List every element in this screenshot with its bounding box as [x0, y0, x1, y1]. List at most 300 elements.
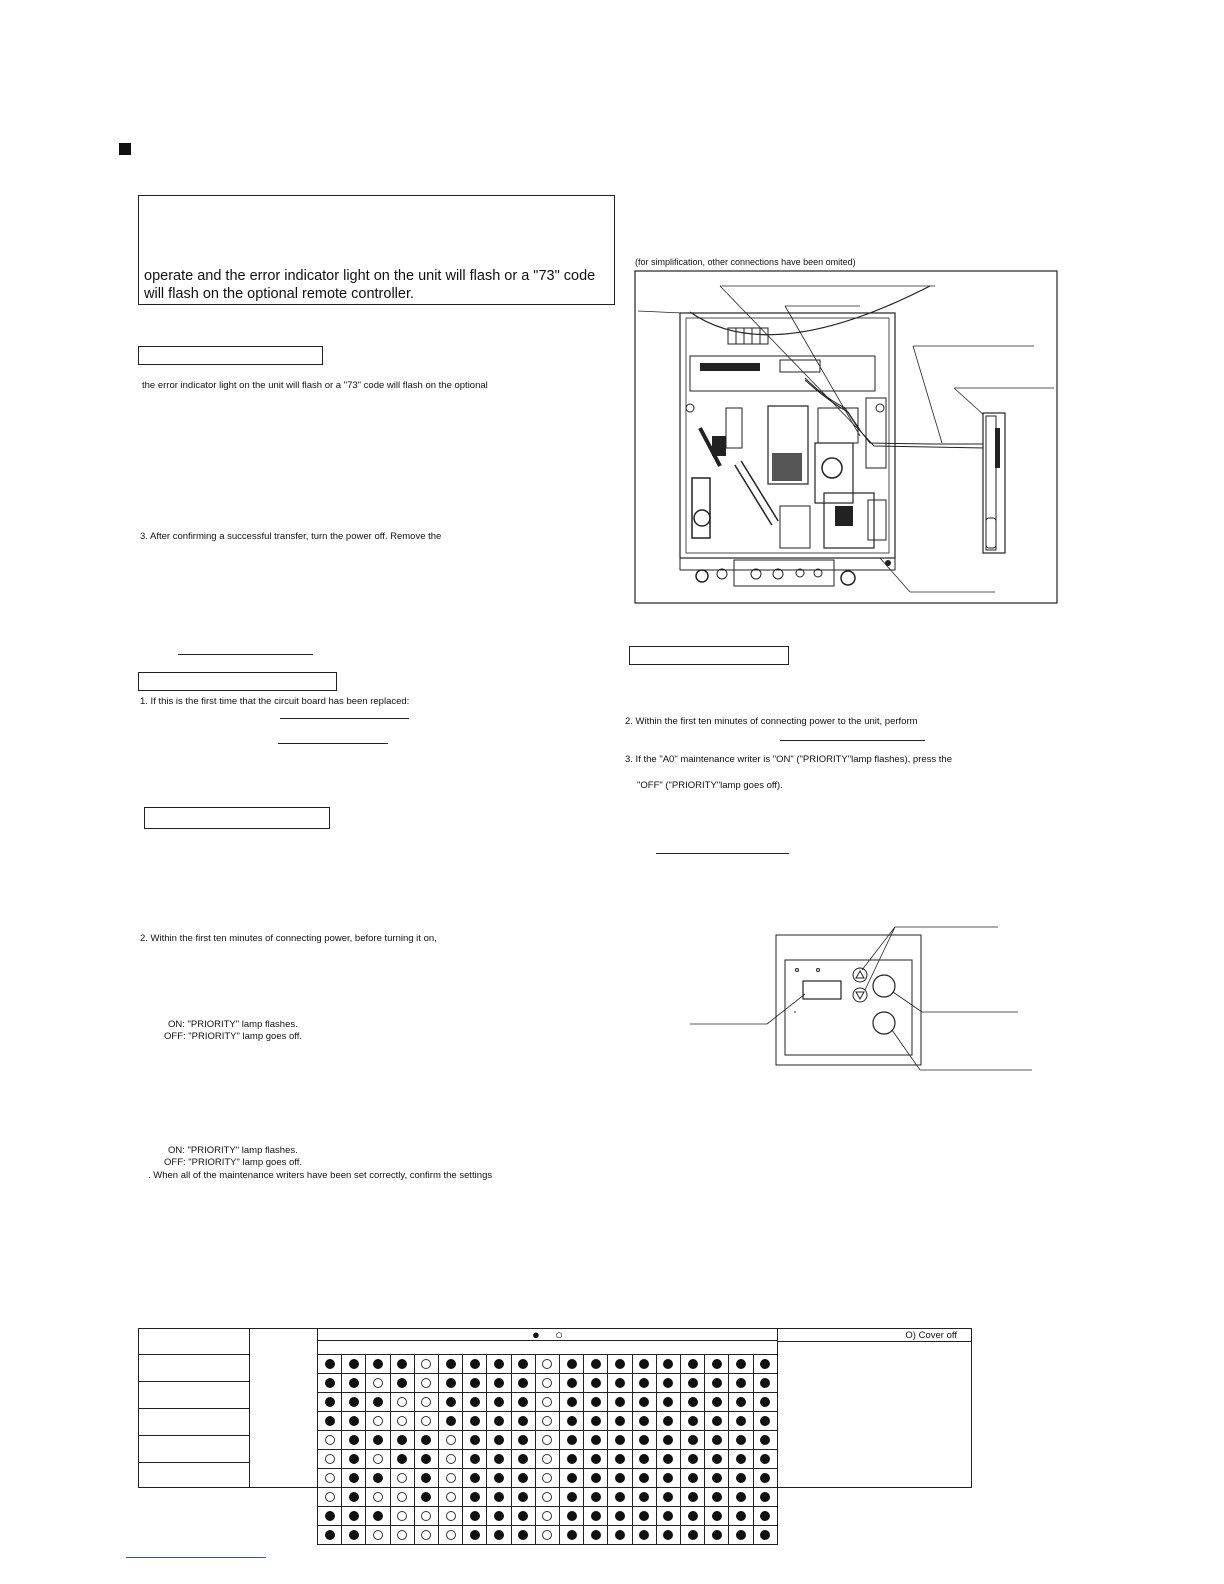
dot-cell — [318, 1488, 342, 1507]
table-model-column — [249, 1328, 318, 1488]
dot-cell — [681, 1393, 705, 1412]
dot-cell — [414, 1355, 438, 1374]
dot-on — [688, 1454, 698, 1464]
dot-cell — [463, 1450, 487, 1469]
dot-cell — [753, 1507, 777, 1526]
dot-on — [591, 1454, 601, 1464]
dot-on — [712, 1454, 722, 1464]
dot-cell — [729, 1374, 753, 1393]
dot-on — [591, 1397, 601, 1407]
dot-cell — [511, 1412, 535, 1431]
dot-off — [542, 1435, 552, 1445]
dot-on — [591, 1511, 601, 1521]
dot-cell — [753, 1450, 777, 1469]
dot-on — [373, 1359, 383, 1369]
dot-cell — [535, 1469, 559, 1488]
dot-on — [349, 1435, 359, 1445]
dot-on — [760, 1454, 770, 1464]
dot-on — [325, 1416, 335, 1426]
dot-off — [542, 1416, 552, 1426]
dot-cell — [632, 1488, 656, 1507]
dot-cell — [463, 1507, 487, 1526]
dot-cell — [560, 1526, 584, 1545]
dot-cell — [366, 1526, 390, 1545]
dot-cell — [342, 1469, 366, 1488]
dot-on — [567, 1416, 577, 1426]
dot-cell — [608, 1526, 632, 1545]
underline-right-1 — [780, 740, 925, 741]
dot-cell — [681, 1431, 705, 1450]
dot-on — [615, 1435, 625, 1445]
table-row — [318, 1526, 778, 1545]
dot-cell — [729, 1393, 753, 1412]
dot-cell — [656, 1431, 680, 1450]
dot-on — [518, 1492, 528, 1502]
dot-on — [736, 1473, 746, 1483]
dot-cell — [753, 1526, 777, 1545]
dot-cell — [318, 1469, 342, 1488]
dot-off — [542, 1530, 552, 1540]
dot-cell — [753, 1355, 777, 1374]
dot-on — [518, 1511, 528, 1521]
dot-cell — [487, 1393, 511, 1412]
dot-off — [421, 1511, 431, 1521]
dot-cell — [318, 1393, 342, 1412]
dot-cell — [608, 1393, 632, 1412]
dot-on — [615, 1492, 625, 1502]
dot-cell — [535, 1488, 559, 1507]
heading-box-2 — [138, 672, 337, 691]
dot-off — [446, 1454, 456, 1464]
legend-off-symbol: ○ — [555, 1327, 563, 1342]
dot-cell — [439, 1450, 463, 1469]
dot-on — [663, 1378, 673, 1388]
text-within-power: 2. Within the first ten minutes of connecting power, before turning it on, — [140, 933, 437, 944]
table-row — [318, 1450, 778, 1469]
dot-on — [712, 1378, 722, 1388]
dot-on — [325, 1397, 335, 1407]
dot-on — [421, 1473, 431, 1483]
dot-cell — [463, 1412, 487, 1431]
dot-on — [688, 1397, 698, 1407]
dot-on — [567, 1359, 577, 1369]
on-flash-2: ON: "PRIORITY" lamp flashes. — [168, 1145, 298, 1156]
dot-cell — [681, 1412, 705, 1431]
dot-on — [349, 1530, 359, 1540]
dot-on — [567, 1435, 577, 1445]
dot-cell — [318, 1412, 342, 1431]
dot-cell — [414, 1450, 438, 1469]
dot-on — [518, 1454, 528, 1464]
dot-on — [373, 1435, 383, 1445]
dot-cell — [390, 1526, 414, 1545]
dot-cell — [656, 1374, 680, 1393]
dot-cell — [318, 1507, 342, 1526]
dot-cell — [608, 1374, 632, 1393]
dot-on — [470, 1530, 480, 1540]
dot-cell — [511, 1526, 535, 1545]
dot-cell — [366, 1450, 390, 1469]
control-panel-figure — [685, 920, 1040, 1075]
dot-on — [591, 1378, 601, 1388]
dot-cell — [560, 1488, 584, 1507]
dot-on — [712, 1359, 722, 1369]
dot-cell — [390, 1469, 414, 1488]
dot-on — [736, 1378, 746, 1388]
dot-cell — [608, 1507, 632, 1526]
dot-cell — [511, 1355, 535, 1374]
dot-cell — [414, 1431, 438, 1450]
dot-on — [591, 1492, 601, 1502]
dot-cell — [390, 1507, 414, 1526]
dot-off — [397, 1530, 407, 1540]
dot-cell — [729, 1355, 753, 1374]
dot-cell — [535, 1450, 559, 1469]
dot-cell — [584, 1355, 608, 1374]
cover-off-header: O) Cover off — [905, 1330, 957, 1341]
dot-cell — [608, 1488, 632, 1507]
dot-cell — [560, 1431, 584, 1450]
dot-on — [470, 1435, 480, 1445]
dot-cell — [463, 1374, 487, 1393]
dot-on — [760, 1416, 770, 1426]
dot-on — [567, 1492, 577, 1502]
dot-cell — [535, 1393, 559, 1412]
dot-off — [397, 1473, 407, 1483]
dot-cell — [414, 1393, 438, 1412]
dot-on — [615, 1416, 625, 1426]
dot-on — [760, 1397, 770, 1407]
dot-on — [639, 1473, 649, 1483]
dot-on — [688, 1492, 698, 1502]
table-row — [318, 1507, 778, 1526]
text-a0-writer: 3. If the "A0" maintenance writer is "ON" ("PRIORITY"lamp flashes), press the — [625, 754, 952, 765]
dot-cell — [342, 1450, 366, 1469]
dot-off — [421, 1416, 431, 1426]
dot-cell — [487, 1507, 511, 1526]
dot-cell — [366, 1488, 390, 1507]
dot-cell — [560, 1469, 584, 1488]
dot-cell — [560, 1507, 584, 1526]
dot-cell — [584, 1507, 608, 1526]
dot-on — [494, 1530, 504, 1540]
dot-on — [567, 1473, 577, 1483]
dot-on — [736, 1511, 746, 1521]
dot-on — [397, 1454, 407, 1464]
dot-on — [349, 1454, 359, 1464]
underline-3 — [278, 743, 388, 744]
dot-on — [518, 1530, 528, 1540]
dot-on — [470, 1492, 480, 1502]
table-row — [318, 1488, 778, 1507]
dot-off — [446, 1435, 456, 1445]
dot-off — [542, 1473, 552, 1483]
dot-cell — [705, 1431, 729, 1450]
dot-on — [663, 1397, 673, 1407]
dot-on — [736, 1530, 746, 1540]
dot-cell — [342, 1412, 366, 1431]
dot-cell — [439, 1431, 463, 1450]
dot-cell — [705, 1355, 729, 1374]
dot-cell — [656, 1412, 680, 1431]
dot-on — [615, 1378, 625, 1388]
dot-on — [518, 1416, 528, 1426]
dot-on — [518, 1378, 528, 1388]
dot-on — [736, 1397, 746, 1407]
dot-cell — [439, 1526, 463, 1545]
dot-cell — [632, 1507, 656, 1526]
dot-cell — [487, 1374, 511, 1393]
dot-on — [736, 1416, 746, 1426]
dot-on — [421, 1492, 431, 1502]
dot-cell — [535, 1374, 559, 1393]
dot-cell — [463, 1355, 487, 1374]
dot-on — [688, 1435, 698, 1445]
dot-cell — [632, 1431, 656, 1450]
dot-on — [567, 1530, 577, 1540]
dot-on — [591, 1473, 601, 1483]
dot-on — [663, 1492, 673, 1502]
dot-on — [591, 1530, 601, 1540]
dot-cell — [390, 1393, 414, 1412]
dot-cell — [753, 1488, 777, 1507]
dot-cell — [463, 1431, 487, 1450]
dot-cell — [705, 1393, 729, 1412]
dot-cell — [656, 1507, 680, 1526]
dot-cell — [390, 1374, 414, 1393]
dot-on — [591, 1435, 601, 1445]
underline-2 — [280, 718, 409, 719]
dot-cell — [729, 1412, 753, 1431]
dot-on — [349, 1397, 359, 1407]
dot-cell — [487, 1488, 511, 1507]
dot-cell — [439, 1374, 463, 1393]
dot-cell — [318, 1355, 342, 1374]
dot-on — [349, 1511, 359, 1521]
dot-cell — [414, 1507, 438, 1526]
dot-on — [712, 1511, 722, 1521]
dot-on — [373, 1511, 383, 1521]
dot-on — [567, 1511, 577, 1521]
unit-wiring-figure — [630, 268, 1062, 608]
on-flash-1: ON: "PRIORITY" lamp flashes. — [168, 1019, 298, 1030]
dot-cell — [729, 1526, 753, 1545]
dot-on — [349, 1473, 359, 1483]
dot-on — [421, 1435, 431, 1445]
dot-on — [712, 1416, 722, 1426]
dot-cell — [632, 1355, 656, 1374]
legend-on-symbol: ● — [532, 1327, 540, 1342]
dot-cell — [753, 1469, 777, 1488]
dot-cell — [560, 1393, 584, 1412]
dot-off — [542, 1454, 552, 1464]
dot-on — [639, 1435, 649, 1445]
heading-box-1 — [138, 346, 323, 365]
dot-on — [446, 1378, 456, 1388]
dot-cell — [656, 1355, 680, 1374]
dot-on — [639, 1397, 649, 1407]
dot-cell — [318, 1374, 342, 1393]
dot-cell — [511, 1374, 535, 1393]
dot-cell — [439, 1488, 463, 1507]
dot-off — [421, 1397, 431, 1407]
dot-on — [397, 1359, 407, 1369]
dot-cell — [705, 1450, 729, 1469]
dot-cell — [681, 1450, 705, 1469]
dot-cell — [463, 1526, 487, 1545]
dot-off — [542, 1378, 552, 1388]
dot-on — [760, 1359, 770, 1369]
dot-on — [325, 1359, 335, 1369]
dot-off — [421, 1378, 431, 1388]
dot-cell — [487, 1412, 511, 1431]
dot-on — [591, 1359, 601, 1369]
dot-cell — [705, 1488, 729, 1507]
dot-cell — [632, 1526, 656, 1545]
dot-cell — [681, 1526, 705, 1545]
dot-on — [760, 1473, 770, 1483]
dot-cell — [560, 1374, 584, 1393]
dot-on — [470, 1473, 480, 1483]
dot-cell — [535, 1412, 559, 1431]
dot-on — [760, 1530, 770, 1540]
dot-cell — [390, 1355, 414, 1374]
dot-cell — [608, 1431, 632, 1450]
dot-on — [446, 1416, 456, 1426]
table-row — [318, 1412, 778, 1431]
dot-on — [663, 1435, 673, 1445]
dot-off — [373, 1530, 383, 1540]
dot-cell — [753, 1374, 777, 1393]
dot-on — [518, 1397, 528, 1407]
dot-cell — [681, 1488, 705, 1507]
table-row — [318, 1355, 778, 1374]
text-step-3: 3. After confirming a successful transfer, turn the power off. Remove the — [140, 531, 442, 542]
text-first-time: 1. If this is the first time that the circuit board has been replaced: — [140, 696, 410, 707]
dot-cell — [487, 1469, 511, 1488]
dot-on — [494, 1492, 504, 1502]
footer-link-underline — [126, 1557, 266, 1558]
dot-on — [373, 1397, 383, 1407]
dot-cell — [318, 1526, 342, 1545]
dot-cell — [439, 1469, 463, 1488]
dot-cell — [414, 1374, 438, 1393]
dot-cell — [656, 1526, 680, 1545]
dot-cell — [511, 1488, 535, 1507]
dot-cell — [656, 1488, 680, 1507]
dot-on — [663, 1454, 673, 1464]
dot-off — [325, 1492, 335, 1502]
dot-cell — [632, 1393, 656, 1412]
dot-cell — [656, 1469, 680, 1488]
dot-cell — [366, 1393, 390, 1412]
dot-cell — [366, 1469, 390, 1488]
dot-on — [591, 1416, 601, 1426]
dot-on — [688, 1473, 698, 1483]
dot-on — [688, 1359, 698, 1369]
section-bullet — [119, 143, 131, 155]
dot-off — [397, 1416, 407, 1426]
dot-on — [663, 1416, 673, 1426]
dot-on — [712, 1435, 722, 1445]
dot-cell — [584, 1526, 608, 1545]
text-off-lamp: "OFF" ("PRIORITY"lamp goes off). — [637, 780, 783, 791]
table-dot-header — [317, 1328, 778, 1341]
dot-on — [349, 1378, 359, 1388]
dot-cell — [342, 1488, 366, 1507]
dot-off — [325, 1435, 335, 1445]
dot-cell — [584, 1431, 608, 1450]
dot-cell — [632, 1412, 656, 1431]
dot-off — [325, 1454, 335, 1464]
dot-on — [567, 1454, 577, 1464]
dot-on — [688, 1530, 698, 1540]
dot-off — [397, 1492, 407, 1502]
dot-cell — [584, 1488, 608, 1507]
dot-cell — [366, 1507, 390, 1526]
dot-cell — [463, 1393, 487, 1412]
dot-cell — [560, 1450, 584, 1469]
dot-cell — [511, 1393, 535, 1412]
dot-off — [542, 1359, 552, 1369]
text-error-indicator: the error indicator light on the unit will flash or a "73" code will flash on the optional — [142, 380, 488, 391]
dot-cell — [439, 1355, 463, 1374]
dot-on — [421, 1454, 431, 1464]
dot-cell — [342, 1355, 366, 1374]
dot-cell — [318, 1431, 342, 1450]
dot-off — [542, 1492, 552, 1502]
dot-cell — [342, 1526, 366, 1545]
dot-cell — [390, 1431, 414, 1450]
warning-line-1: operate and the error indicator light on the unit will flash or a "73" code — [144, 268, 596, 284]
dot-cell — [414, 1412, 438, 1431]
dot-on — [615, 1454, 625, 1464]
dot-cell — [439, 1507, 463, 1526]
dot-cell — [729, 1507, 753, 1526]
dot-on — [615, 1397, 625, 1407]
dot-cell — [390, 1450, 414, 1469]
dot-cell — [342, 1374, 366, 1393]
dot-on — [470, 1416, 480, 1426]
dot-on — [494, 1378, 504, 1388]
dot-on — [639, 1359, 649, 1369]
dot-cell — [439, 1412, 463, 1431]
dot-cell — [632, 1374, 656, 1393]
dot-on — [736, 1492, 746, 1502]
dot-off — [542, 1511, 552, 1521]
dot-cell — [656, 1393, 680, 1412]
dot-on — [446, 1359, 456, 1369]
table-row — [318, 1374, 778, 1393]
dot-on — [494, 1397, 504, 1407]
underline-right-2 — [656, 853, 789, 854]
dot-cell — [535, 1431, 559, 1450]
dot-cell — [753, 1393, 777, 1412]
dot-off — [421, 1359, 431, 1369]
dot-cell — [729, 1450, 753, 1469]
dot-cell — [487, 1355, 511, 1374]
dot-on — [712, 1473, 722, 1483]
dot-on — [349, 1359, 359, 1369]
dot-cell — [560, 1412, 584, 1431]
dot-on — [397, 1378, 407, 1388]
dot-cell — [463, 1469, 487, 1488]
dot-cell — [414, 1469, 438, 1488]
dot-cell — [656, 1450, 680, 1469]
dot-on — [615, 1473, 625, 1483]
dot-cell — [342, 1393, 366, 1412]
text-within-unit: 2. Within the first ten minutes of connecting power to the unit, perform — [625, 716, 918, 727]
